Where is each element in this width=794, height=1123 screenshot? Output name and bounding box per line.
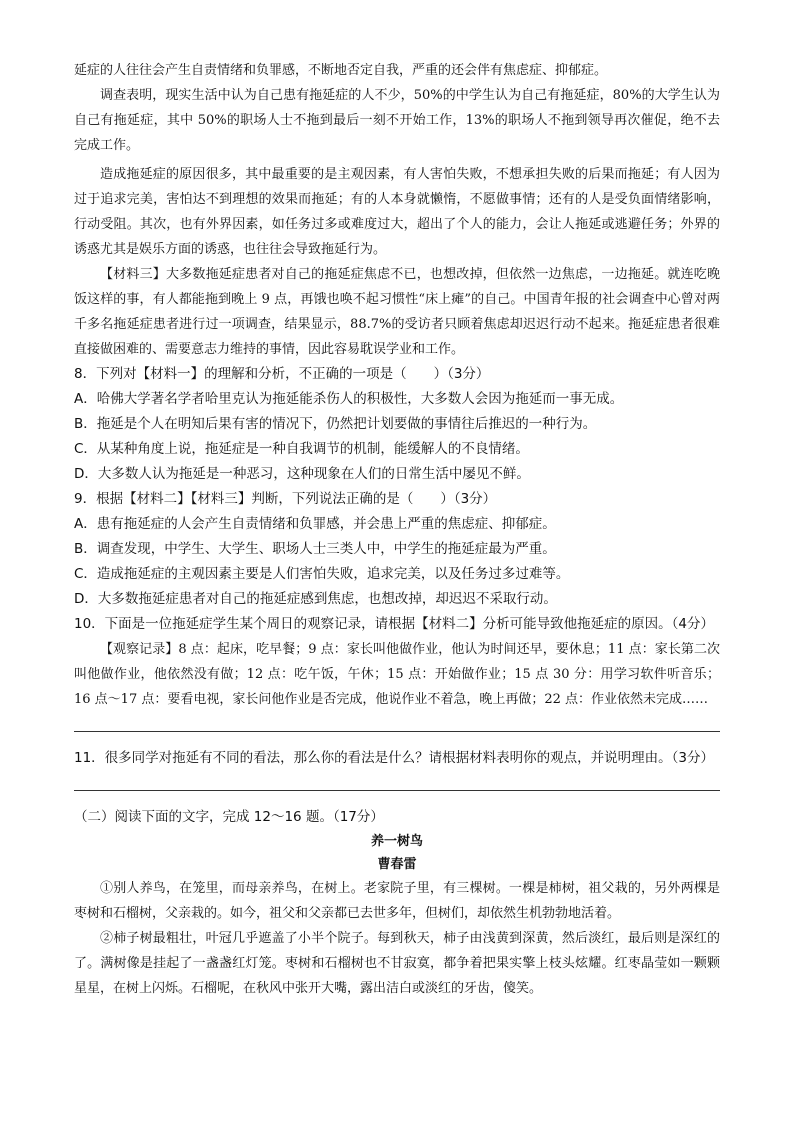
question-9-option-d: D．大多数拖延症患者对自己的拖延症感到焦虑，也想改掉，却迟迟不采取行动。 xyxy=(74,591,557,607)
article-title: 养一树鸟 xyxy=(370,834,423,849)
section-2 xyxy=(74,805,720,1001)
question-9-option-c: C．造成拖延症的主观因素主要是人们害怕失败，追求完美，以及任务过多过难等。 xyxy=(74,566,570,582)
question-8-option-a: A．哈佛大学著名学者哈里克认为拖延能杀伤人的积极性，大多数人会因为拖延而一事无成。 xyxy=(74,391,624,407)
material2-causes-paragraph: 造成拖延症的原因很多，其中最重要的是主观因素，有人害怕失败，不想承担失败的后果而拖延；有人因为过于追求完美，害怕达不到理想的效果而拖延；有的人本身就懒惰，不愿做事情；还有的人是受负面情绪影响，行动受阻。其次，也有外界因素，如任务过多或难度过大，超出了个人的能力，会让人拖延或逃避任务；外界的诱惑尤其是娱乐方面的诱惑，也往往会导致拖延行为。 xyxy=(74,167,720,257)
material2-tail: 延症的人往往会产生自责情绪和负罪感，不断地否定自我，严重的还会伴有焦虑症、抑郁症。 xyxy=(74,63,608,78)
article-paragraph-1: ①别人养鸟，在笼里，而母亲养鸟，在树上。老家院子里，有三棵树。一棵是柿树，祖父栽的，另外两棵是枣树和石榴树，父亲栽的。如今，祖父和父亲都已去世多年，但树们，却依然生机勃勃地活着。 xyxy=(74,881,720,921)
question-10-stem: 10．下面是一位拖延症学生某个周日的观察记录，请根据【材料二】分析可能导致他拖延症的原因。（4分） xyxy=(74,616,715,632)
question-8 xyxy=(74,362,720,487)
question-9-stem: 9．根据【材料二】【材料三】判断，下列说法正确的是（ ）（3分） xyxy=(74,491,497,507)
question-9-option-b: B．调查发现，中学生、大学生、职场人士三类人中，中学生的拖延症最为严重。 xyxy=(74,541,556,557)
answer-line-11[interactable] xyxy=(74,789,720,791)
section-2-heading: （二）阅读下面的文字，完成 12～16 题。（17分） xyxy=(74,809,384,825)
article-paragraph-2: ②柿子树最粗壮，叶冠几乎遮盖了小半个院子。每到秋天，柿子由浅黄到深黄，然后淡红，最后则是深红的了。满树像是挂起了一盏盏红灯笼。枣树和石榴树也不甘寂寞，都争着把果实擎上枝头炫耀。红枣晶莹如一颗颗星星，在树上闪烁。石榴呢，在秋风中张开大嘴，露出洁白或淡红的牙齿，傻笑。 xyxy=(74,931,720,996)
material3-paragraph: 【材料三】大多数拖延症患者对自己的拖延症焦虑不已，也想改掉，但依然一边焦虑，一边拖延。就连吃晚饭这样的事，有人都能拖到晚上 9 点，再饿也唤不起习惯性“床上瘫”的自己。中国青年报的社会调查中心曾对两千多名拖延症患者进行过一项调查，结果显示，88.7%的受访者只顾着焦虑却迟迟行动不起来。拖延症患者很难直接做困难的、需要意志力维持的事情，因此容易耽误学业和工作。 xyxy=(74,267,720,357)
question-9-option-a: A．患有拖延症的人会产生自责情绪和负罪感，并会患上严重的焦虑症、抑郁症。 xyxy=(74,516,556,532)
question-8-option-b: B．拖延是个人在明知后果有害的情况下，仍然把计划要做的事情往后推迟的一种行为。 xyxy=(74,416,597,432)
question-9 xyxy=(74,487,720,612)
article-author: 曹春雷 xyxy=(377,857,417,872)
question-10 xyxy=(74,612,720,732)
question-8-option-d: D．大多数人认为拖延是一种恶习，这种现象在人们的日常生活中屡见不鲜。 xyxy=(74,466,530,482)
material2-survey-paragraph: 调查表明，现实生活中认为自己患有拖延症的人不少，50%的中学生认为自己有拖延症，80%的大学生认为自己有拖延症，其中 50%的职场人士不拖到最后一刻不开始工作，13%的职场人不拖到领导再次催促，绝不去完成工作。 xyxy=(74,88,720,153)
question-11 xyxy=(74,746,720,791)
question-8-stem: 8．下列对【材料一】的理解和分析，不正确的一项是（ ）（3分） xyxy=(74,366,490,382)
observation-record: 【观察记录】8 点：起床，吃早餐；9 点：家长叫他做作业，他认为时间还早，要休息；11 点：家长第二次叫他做作业，他依然没有做；12 点：吃午饭，午休；15 点：开始做作业；15 点 30 分：用学习软件听音乐；16 点～17 点：要看电视，家长问他作业是否完成，他说作业不着急，晚上再做；22 点：作业依然未完成…… xyxy=(74,642,720,707)
answer-line-10[interactable] xyxy=(74,730,720,732)
question-11-stem: 11．很多同学对拖延有不同的看法，那么你的看法是什么？请根据材料表明你的观点，并说明理由。（3分） xyxy=(74,750,715,766)
question-8-option-c: C．从某种角度上说，拖延症是一种自我调节的机制，能缓解人的不良情绪。 xyxy=(74,441,529,457)
